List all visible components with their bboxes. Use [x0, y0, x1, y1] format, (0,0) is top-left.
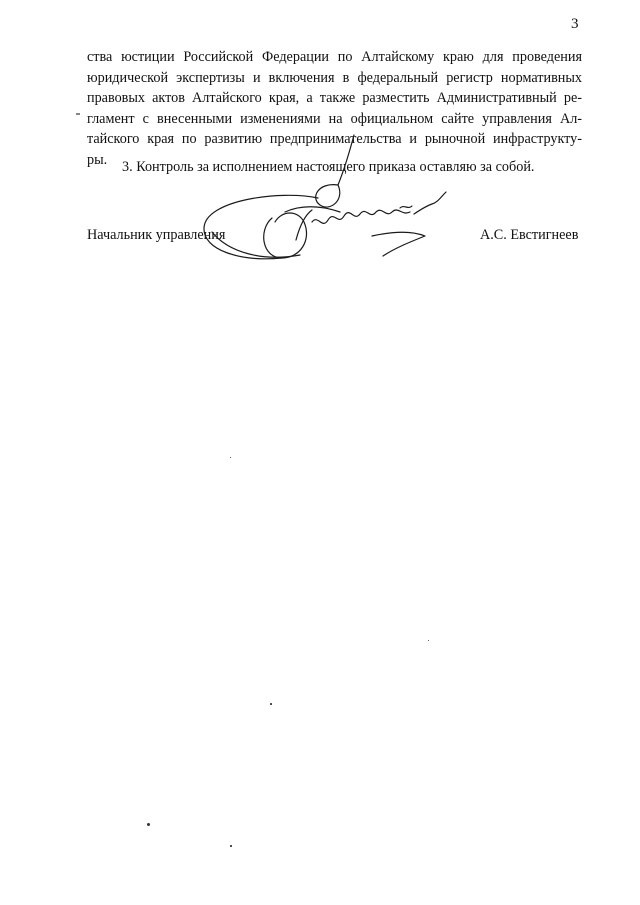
signatory-position: Начальник управления	[87, 227, 226, 243]
body-line: правовых актов Алтайского края, а также разместить Административный ре-	[87, 90, 582, 107]
item-3-text: 3. Контроль за исполнением настоящего приказа оставляю за собой.	[122, 159, 535, 175]
body-line: юридической экспертизы и включения в федеральный регистр нормативных	[87, 69, 582, 86]
scan-speck	[147, 823, 150, 826]
scan-speck	[230, 457, 231, 458]
body-line: ры.	[87, 151, 108, 168]
body-line: ства юстиции Российской Федерации по Алтайскому краю для проведения	[87, 49, 582, 65]
scan-speck	[270, 703, 272, 705]
scan-speck	[428, 640, 429, 641]
scan-speck	[230, 845, 232, 847]
body-line: тайского края по развитию предпринимательства и рыночной инфраструкту-	[87, 131, 582, 148]
body-line: гламент с внесенными изменениями на официальном сайте управления Ал-	[87, 110, 582, 127]
page-number: 3	[571, 16, 579, 32]
signatory-name: А.С. Евстигнеев	[480, 227, 579, 243]
